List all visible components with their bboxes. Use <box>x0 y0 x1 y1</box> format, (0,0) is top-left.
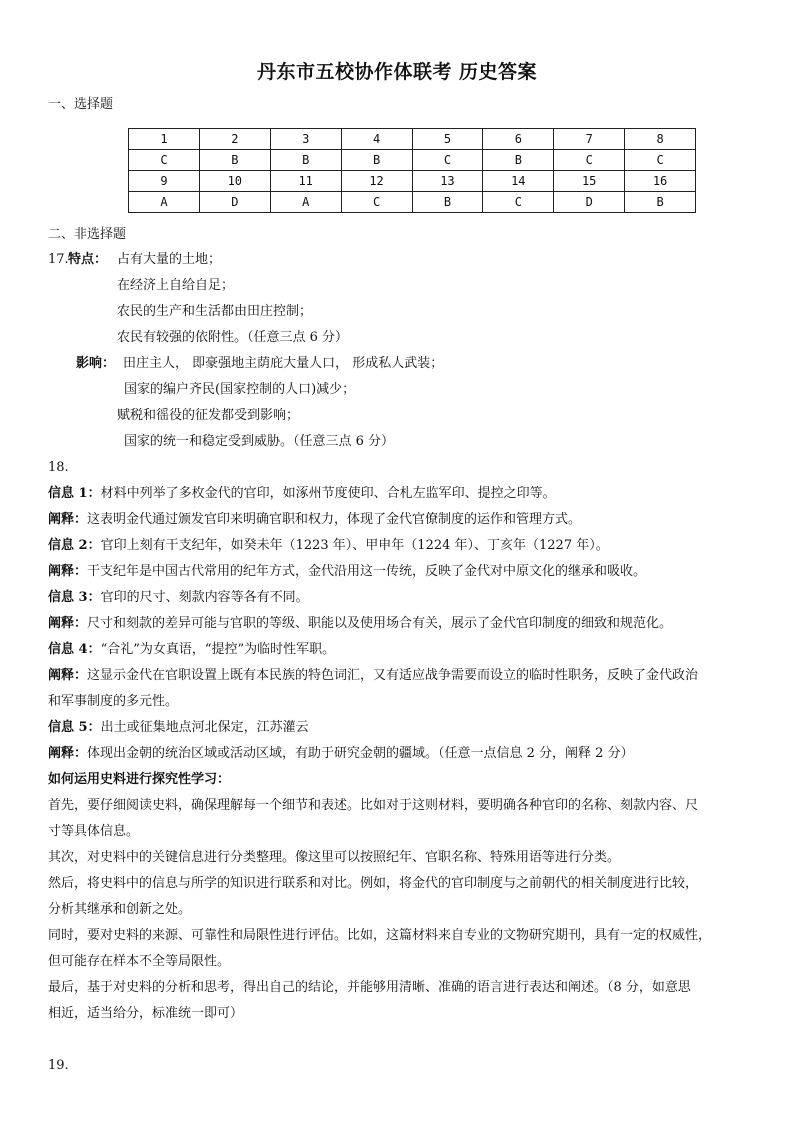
q17-feature: 在经济上自给自足； <box>117 278 235 293</box>
q18-explanation-line <box>48 563 646 581</box>
answer-cell: C <box>129 150 200 171</box>
q18-method-line: 分析其继承和创新之处。 <box>48 902 192 917</box>
question-number-cell: 1 <box>129 129 200 150</box>
q18-item-text: 这显示金代在官职设置上既有本民族的特色词汇，又有适应战争需要而设立的临时性职务，反映了金代政治 <box>87 668 699 683</box>
q18-item-text: 出土或征集地点河北保定，江苏灌云 <box>100 720 309 735</box>
q18-method-line: 最后，基于对史料的分析和思考，得出自己的结论，并能够用清晰、准确的语言进行表达和阐述。（8 分，如意思 <box>48 980 691 995</box>
q19-label: 19. <box>48 1058 69 1073</box>
answer-table <box>128 128 696 213</box>
q18-explanation-key: 阐释： <box>48 668 88 683</box>
q18-item-text: 尺寸和刻款的差异可能与官职的等级、职能以及使用场合有关，展示了金代官印制度的细致和规范化。 <box>87 616 673 631</box>
question-number-cell: 4 <box>341 129 412 150</box>
question-number-cell: 9 <box>129 171 200 192</box>
q18-method-line: 相近，适当给分，标准统一即可） <box>48 1006 244 1021</box>
question-number-cell: 3 <box>270 129 341 150</box>
q18-explanation-line <box>48 511 581 529</box>
answer-cell: D <box>554 192 625 213</box>
question-number-cell: 14 <box>483 171 554 192</box>
answer-cell: B <box>483 150 554 171</box>
q18-info-line <box>48 589 309 607</box>
question-number-cell: 16 <box>625 171 696 192</box>
answer-table-row <box>129 129 696 150</box>
q17-label: 17. <box>48 252 69 267</box>
q18-item-text: 材料中列举了多枚金代的官印，如涿州节度使印、合札左监军印、提控之印等。 <box>100 486 556 501</box>
q18-method-title: 如何运用史料进行探究性学习： <box>48 772 231 787</box>
answer-cell: B <box>625 192 696 213</box>
answer-table-row <box>129 171 696 192</box>
q18-item-text: 这表明金代通过颁发官印来明确官职和权力，体现了金代官僚制度的运作和管理方式。 <box>87 512 582 527</box>
question-number-cell: 10 <box>199 171 270 192</box>
answer-cell: A <box>129 192 200 213</box>
q18-method-line: 其次，对史料中的关键信息进行分类整理。像这里可以按照纪年、官职名称、特殊用语等进行分类。 <box>48 850 621 865</box>
question-number-cell: 2 <box>199 129 270 150</box>
q18-method-line: 同时，要对史料的来源、可靠性和局限性进行评估。比如，这篇材料来自专业的文物研究期刊，具有一定的权威性， <box>48 928 712 943</box>
question-number-cell: 8 <box>625 129 696 150</box>
q18-explanation-key: 阐释： <box>48 512 88 527</box>
q18-explanation-line <box>48 615 672 633</box>
q18-method-line: 但可能存在样本不全等局限性。 <box>48 954 231 969</box>
q18-label: 18. <box>48 460 69 475</box>
q18-explanation-line <box>48 667 698 685</box>
question-number-cell: 13 <box>412 171 483 192</box>
question-number-cell: 12 <box>341 171 412 192</box>
q18-item-text: 体现出金朝的统治区域或活动区域，有助于研究金朝的疆域。（任意一点信息 2 分，阐释 2 分） <box>87 746 634 761</box>
answer-cell: B <box>412 192 483 213</box>
q18-info-line <box>48 537 609 555</box>
q18-info-line <box>48 719 309 737</box>
q17-impact: 国家的编户齐民(国家控制的人口)减少； <box>124 382 356 397</box>
q18-item-text: 官印上刻有干支纪年，如癸未年（1223 年）、甲申年（1224 年）、丁亥年（1227 年）。 <box>100 538 609 553</box>
q17-impact: 赋税和徭役的征发都受到影响； <box>117 408 300 423</box>
section-heading-nonchoice: 二、非选择题 <box>48 227 127 242</box>
q18-item-text-continued: 和军事制度的多元性。 <box>48 694 179 709</box>
q18-item-text: “合礼”为女真语，“提控”为临时性军职。 <box>100 642 336 657</box>
q17-feature: 农民的生产和生活都由田庄控制； <box>117 304 313 319</box>
q18-item-text: 干支纪年是中国古代常用的纪年方式，金代沿用这一传统，反映了金代对中原文化的继承和吸收。 <box>87 564 647 579</box>
q18-method-line: 首先，要仔细阅读史料，确保理解每一个细节和表述。比如对于这则材料，要明确各种官印的名称、刻款内容、尺 <box>48 798 699 813</box>
question-number-cell: 7 <box>554 129 625 150</box>
q18-info-line <box>48 485 556 503</box>
answer-cell: D <box>199 192 270 213</box>
answer-cell: B <box>270 150 341 171</box>
q18-info-key: 信息 4： <box>48 642 101 657</box>
q17-impact-label: 影响： <box>76 356 116 371</box>
answer-table-row <box>129 150 696 171</box>
answer-cell: C <box>412 150 483 171</box>
page-title: 丹东市五校协作体联考 历史答案 <box>256 61 538 83</box>
q18-info-key: 信息 1： <box>48 486 101 501</box>
q18-info-key: 信息 2： <box>48 538 101 553</box>
answer-cell: B <box>341 150 412 171</box>
question-number-cell: 11 <box>270 171 341 192</box>
answer-cell: C <box>554 150 625 171</box>
q17-impact: 田庄主人， 即豪强地主荫庇大量人口， 形成私人武装； <box>123 356 444 371</box>
q18-method-line: 寸等具体信息。 <box>48 824 140 839</box>
q18-explanation-key: 阐释： <box>48 746 88 761</box>
question-number-cell: 6 <box>483 129 554 150</box>
q18-info-line <box>48 641 335 659</box>
q18-item-text: 官印的尺寸、刻款内容等各有不同。 <box>100 590 309 605</box>
q17-impact: 国家的统一和稳定受到威胁。（任意三点 6 分） <box>124 434 395 449</box>
question-number-cell: 15 <box>554 171 625 192</box>
q18-explanation-key: 阐释： <box>48 616 88 631</box>
q18-method-line: 然后，将史料中的信息与所学的知识进行联系和对比。例如，将金代的官印制度与之前朝代的相关制度进行比较， <box>48 876 699 891</box>
section-heading-choice: 一、选择题 <box>48 97 114 112</box>
question-number-cell: 5 <box>412 129 483 150</box>
q18-explanation-key: 阐释： <box>48 564 88 579</box>
answer-cell: C <box>341 192 412 213</box>
q17-feature: 占有大量的土地； <box>117 252 222 267</box>
answer-cell: B <box>199 150 270 171</box>
answer-table-row <box>129 192 696 213</box>
answer-cell: A <box>270 192 341 213</box>
q18-explanation-line <box>48 745 634 763</box>
q17-features-label: 特点： <box>68 252 108 267</box>
q18-info-key: 信息 3： <box>48 590 101 605</box>
q17-feature: 农民有较强的依附性。（任意三点 6 分） <box>117 330 349 345</box>
q18-info-key: 信息 5： <box>48 720 101 735</box>
answer-cell: C <box>483 192 554 213</box>
answer-cell: C <box>625 150 696 171</box>
